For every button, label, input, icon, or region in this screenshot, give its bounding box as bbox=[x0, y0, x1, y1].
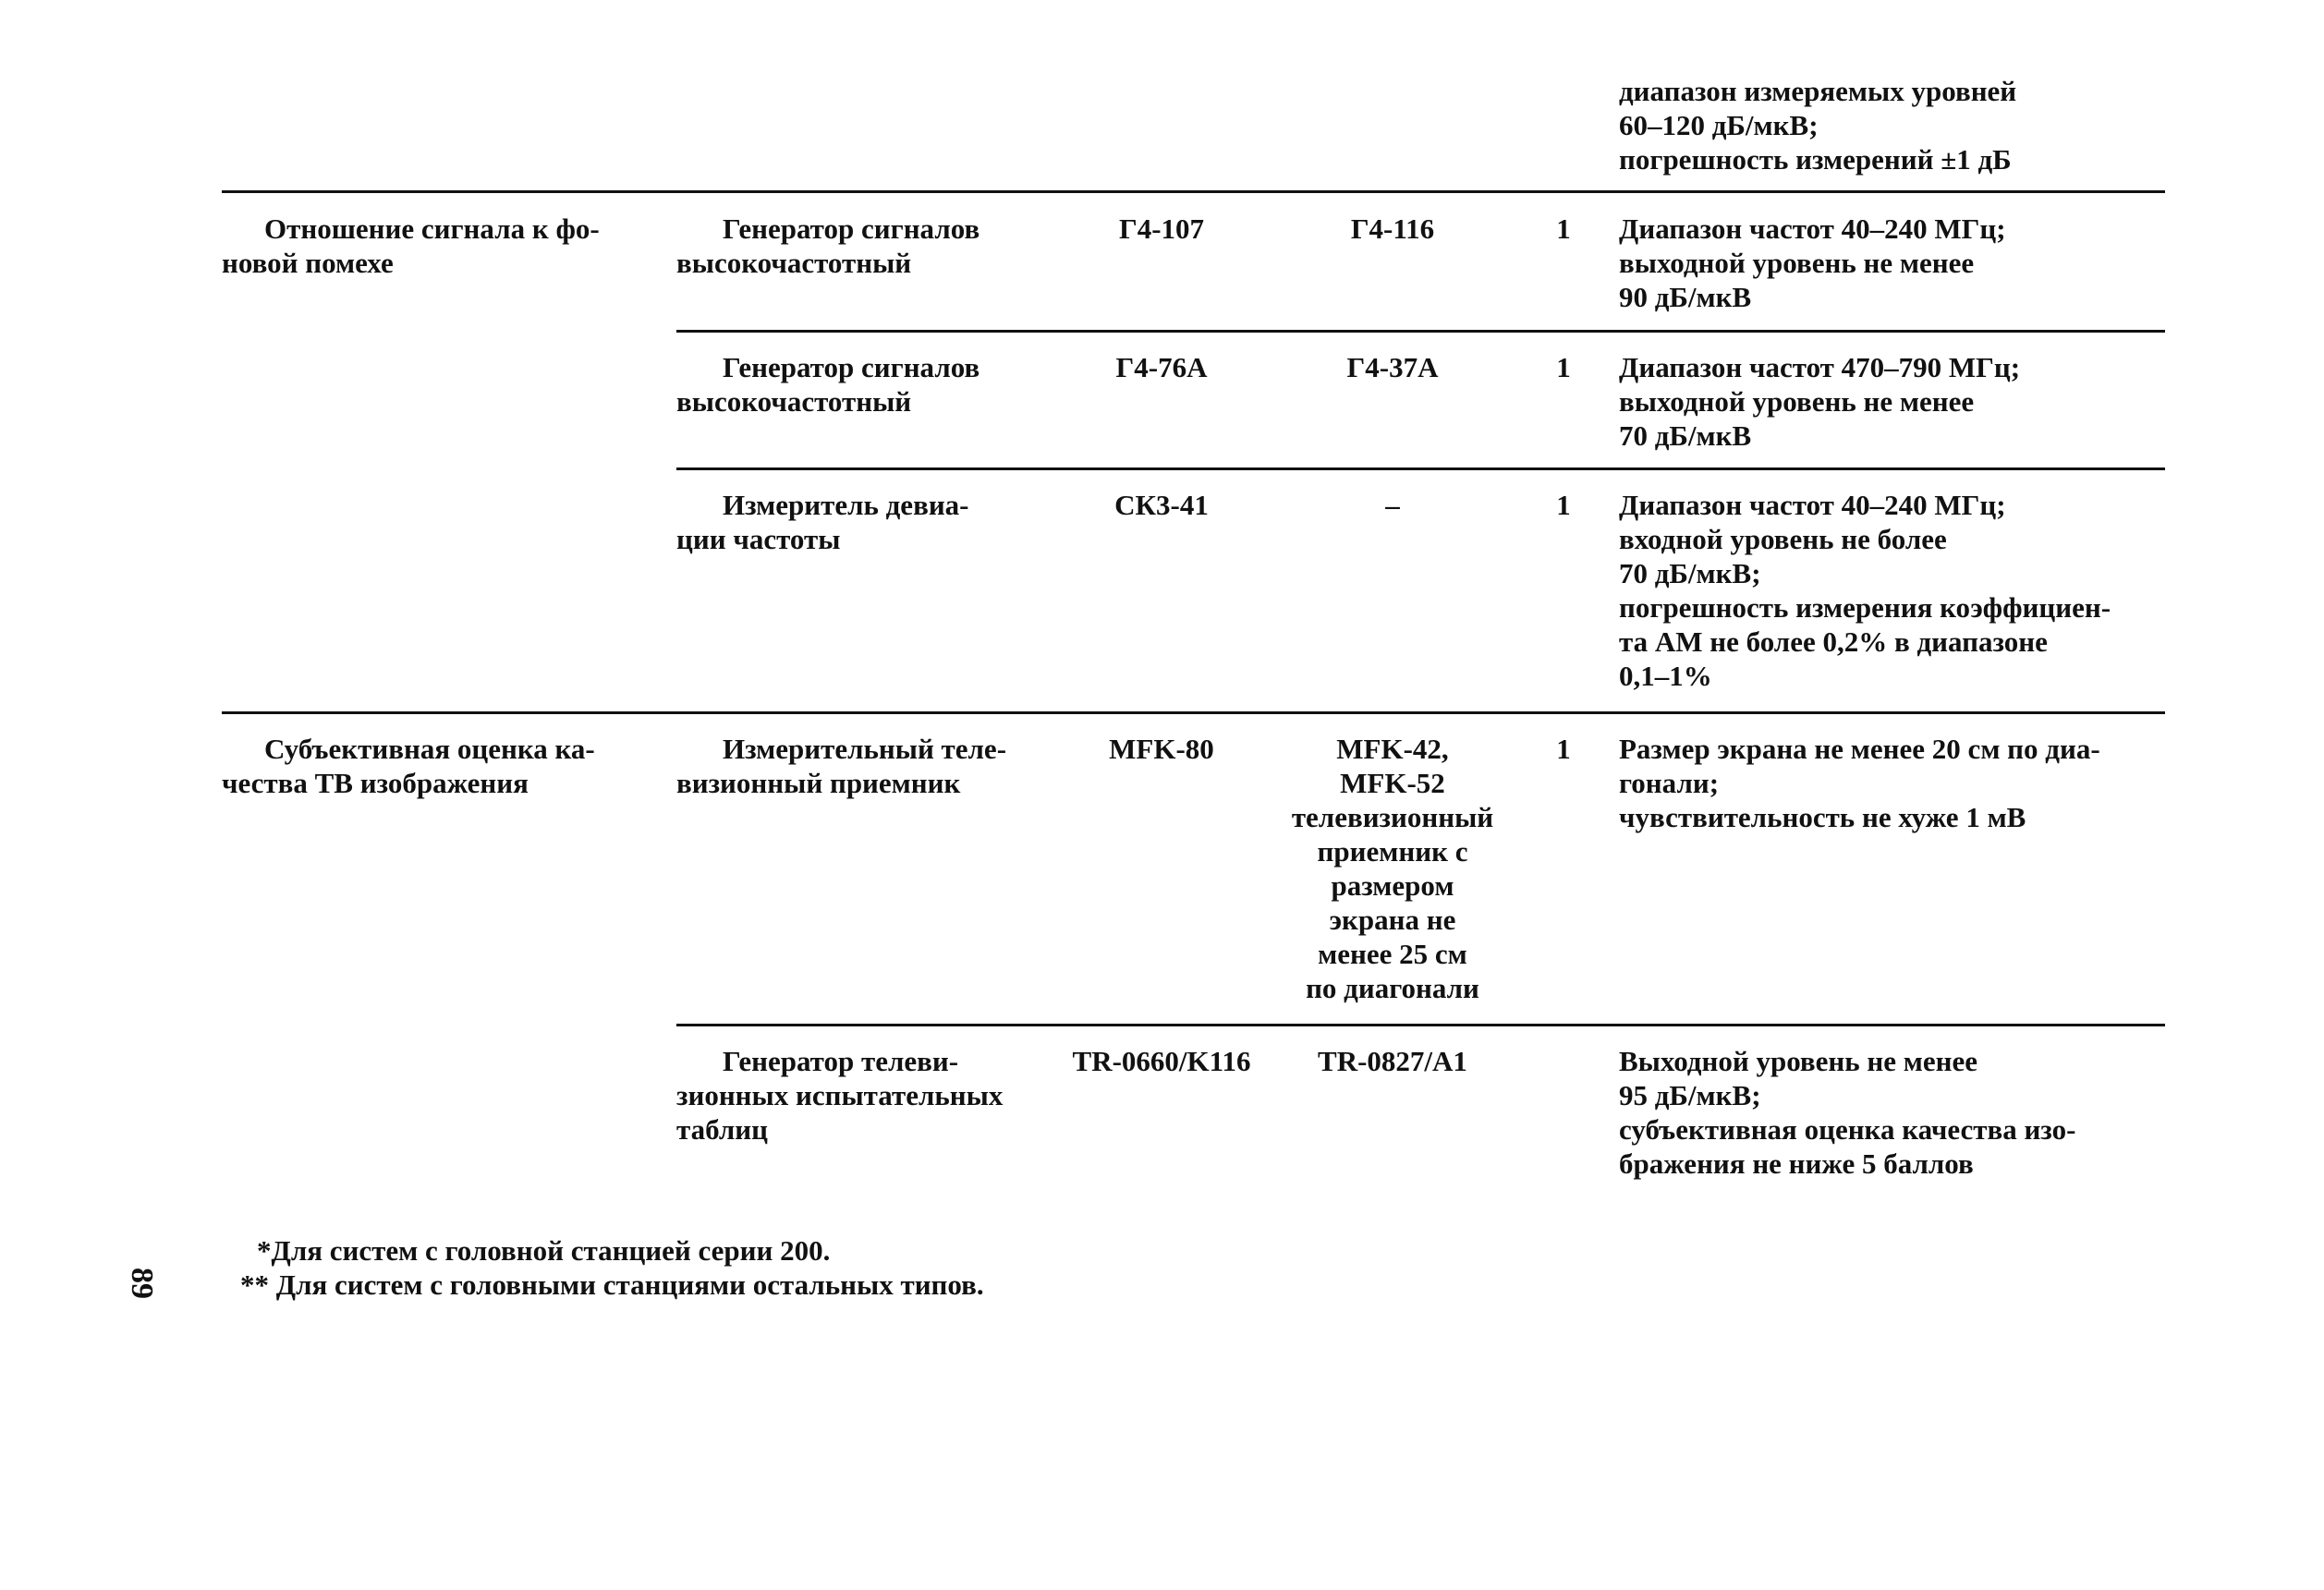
row-qty: 1 bbox=[1556, 489, 1571, 521]
table-rule bbox=[676, 1024, 2165, 1026]
row-device-name: Измерительный теле- визионный приемник bbox=[676, 733, 1007, 799]
row-device-type: TR-0660/K116 bbox=[1072, 1045, 1251, 1077]
row-spec: Размер экрана не менее 20 см по диа- гонали; чувствительность не хуже 1 мВ bbox=[1619, 733, 2100, 833]
footnote: *Для систем с головной станцией серии 200. bbox=[257, 1234, 831, 1267]
row-spec: Диапазон частот 40–240 МГц; выходной уровень не менее 90 дБ/мкВ bbox=[1619, 212, 2006, 313]
row-device-type: MFK-80 bbox=[1109, 733, 1214, 765]
row-qty: 1 bbox=[1556, 212, 1571, 245]
page-number: 89 bbox=[125, 1268, 159, 1299]
row-replacement: MFK-42, MFK-52 телевизионный приемник с размером экрана не менее 25 см по диагонали bbox=[1291, 733, 1494, 1004]
footnote: ** Для систем с головными станциями остальных типов. bbox=[240, 1268, 984, 1301]
row-qty: 1 bbox=[1556, 351, 1571, 383]
row-replacement: – bbox=[1385, 489, 1400, 521]
row-device-name: Измеритель девиа- ции частоты bbox=[676, 489, 969, 555]
row-replacement: Г4-37А bbox=[1346, 351, 1439, 383]
table-rule bbox=[676, 467, 2165, 470]
table-rule bbox=[222, 190, 2165, 193]
row-device-name: Генератор сигналов высокочастотный bbox=[676, 212, 980, 279]
row-device-type: СК3-41 bbox=[1114, 489, 1209, 521]
row-spec: Диапазон частот 470–790 МГц; выходной уровень не менее 70 дБ/мкВ bbox=[1619, 351, 2021, 452]
table-rule bbox=[222, 711, 2165, 714]
row-device-type: Г4-76А bbox=[1115, 351, 1208, 383]
top-continuation-spec: диапазон измеряемых уровней 60–120 дБ/мкВ; погрешность измерений ±1 дБ bbox=[1619, 75, 2017, 176]
table-rule bbox=[676, 330, 2165, 333]
row-qty: 1 bbox=[1556, 733, 1571, 765]
row-device-name: Генератор телеви- зионных испытательных таблиц bbox=[676, 1045, 1004, 1146]
row-replacement: Г4-116 bbox=[1350, 212, 1435, 245]
row-device-type: Г4-107 bbox=[1118, 212, 1205, 245]
row-parameter: Субъективная оценка ка- чества ТВ изображения bbox=[222, 733, 595, 799]
row-replacement: TR-0827/A1 bbox=[1318, 1045, 1467, 1077]
row-device-name: Генератор сигналов высокочастотный bbox=[676, 351, 980, 418]
row-spec: Диапазон частот 40–240 МГц; входной уровень не более 70 дБ/мкВ; погрешность измерения коэффициен- та АМ не более 0,2% в диапазоне 0,1–1% bbox=[1619, 489, 2111, 692]
row-parameter: Отношение сигнала к фо- новой помехе bbox=[222, 212, 600, 279]
row-spec: Выходной уровень не менее 95 дБ/мкВ; субъективная оценка качества изо- бражения не ниже 5 баллов bbox=[1619, 1045, 2076, 1180]
